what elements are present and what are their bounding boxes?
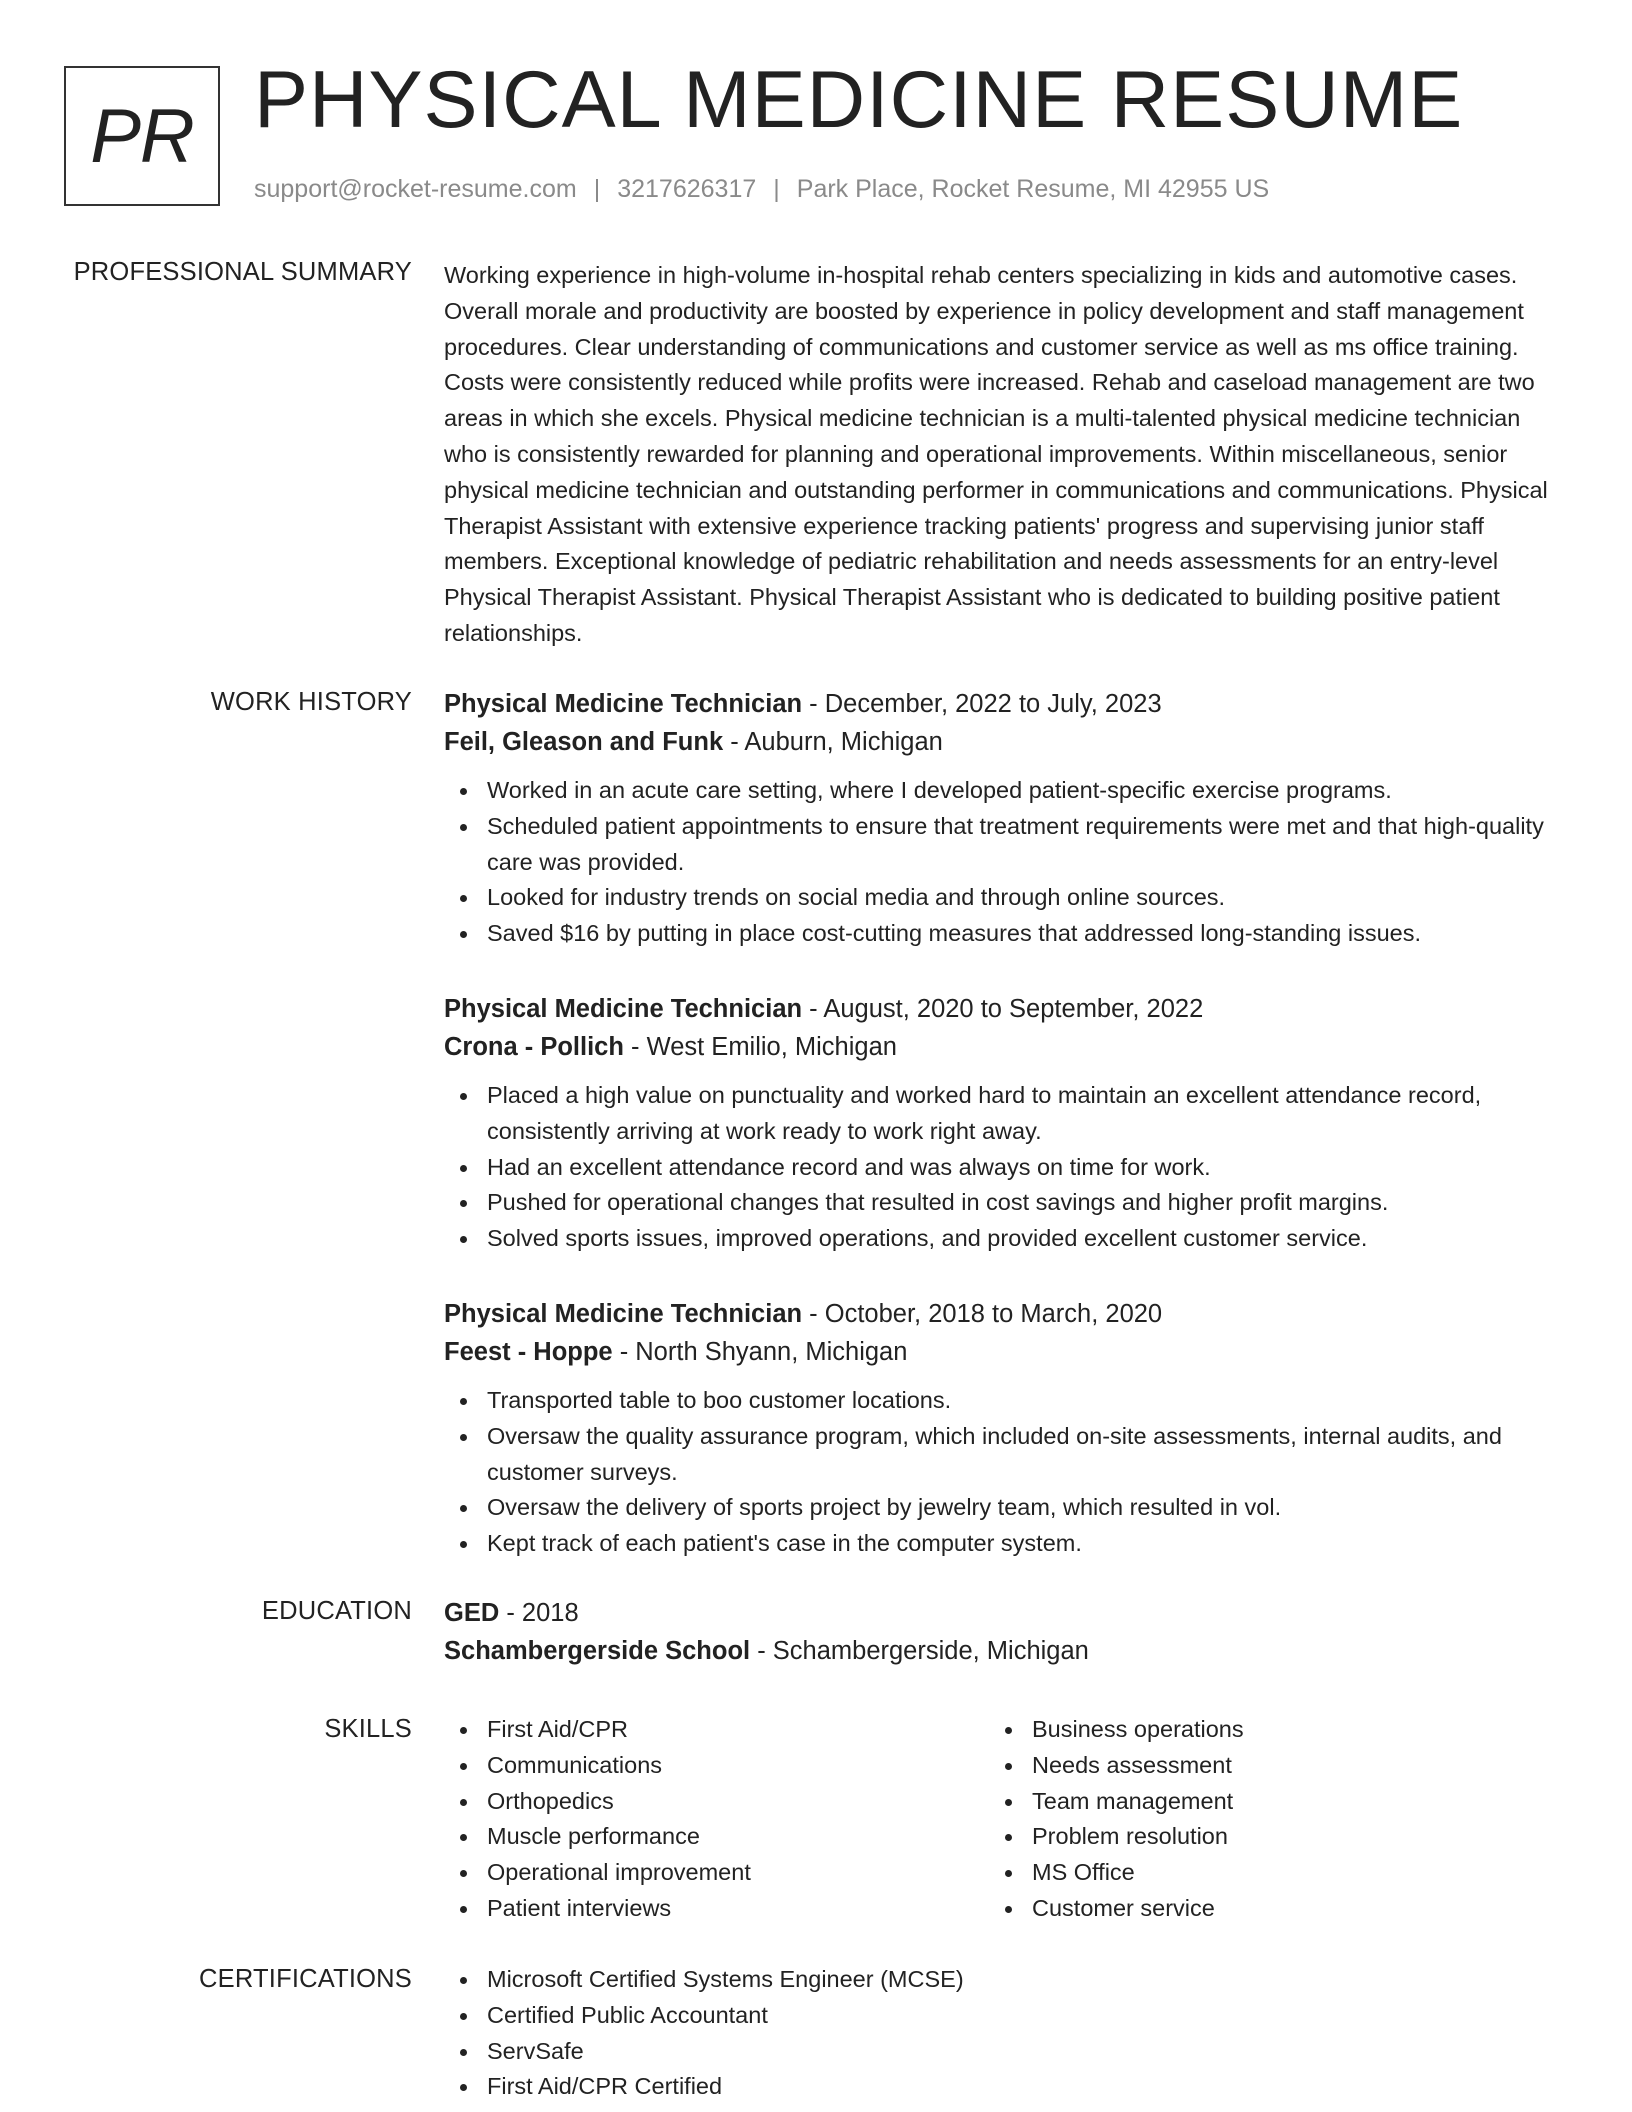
certification-item: Certified Public Accountant	[444, 1998, 1564, 2034]
job-bullet: Pushed for operational changes that resulted in cost savings and higher profit margins.	[444, 1185, 1564, 1221]
skill-item: Team management	[989, 1784, 1534, 1820]
education-degree: GED	[444, 1599, 500, 1627]
skill-item: First Aid/CPR	[444, 1712, 989, 1748]
skill-item: Problem resolution	[989, 1819, 1534, 1855]
job-bullet: Looked for industry trends on social media and through online sources.	[444, 880, 1564, 916]
job-title: Physical Medicine Technician	[444, 690, 803, 718]
contact-email: support@rocket-resume.com	[254, 175, 577, 203]
skill-item: MS Office	[989, 1855, 1534, 1891]
work-history-heading: WORK HISTORY	[210, 688, 412, 716]
job-dates: - October, 2018 to March, 2020	[802, 1299, 1163, 1328]
job-dates: - August, 2020 to September, 2022	[802, 994, 1204, 1023]
job-location: - West Emilio, Michigan	[623, 1032, 897, 1061]
job-bullet: Worked in an acute care setting, where I developed patient-specific exercise programs.	[444, 773, 1564, 809]
skill-item: Muscle performance	[444, 1819, 989, 1855]
skills-list-left	[444, 1712, 989, 1927]
education-degree-line	[444, 1594, 1564, 1632]
job-company: Crona - Pollich	[444, 1032, 624, 1061]
certifications-list	[444, 1962, 1564, 2105]
certification-item: ServSafe	[444, 2034, 1564, 2070]
job-title-line	[444, 990, 1564, 1028]
job-location: - Auburn, Michigan	[723, 728, 943, 756]
education-heading: EDUCATION	[261, 1597, 412, 1625]
contact-separator: |	[773, 175, 780, 203]
job-bullets	[444, 1383, 1564, 1562]
monogram-initials: PR	[90, 93, 194, 179]
job-bullet: Oversaw the delivery of sports project by jewelry team, which resulted in vol.	[444, 1490, 1564, 1526]
skill-item: Business operations	[989, 1712, 1534, 1748]
job-bullets	[444, 773, 1564, 952]
summary-heading: PROFESSIONAL SUMMARY	[73, 258, 412, 286]
summary-text: Working experience in high-volume in-hospital rehab centers specializing in kids and automotive cases. Overall morale and productivity are boosted by experience in policy development and staff management procedures. Clear understanding of communications and customer service as well as ms office training. Costs were consistently reduced while profits were increased. Rehab and caseload management are two areas in which she excels. Physical medicine technician is a multi-talented physical medicine technician who is consistently rewarded for planning and operational improvements. Within miscellaneous, senior physical medicine technician and outstanding performer in communications and communications. Physical Therapist Assistant with extensive experience tracking patients' progress and supervising junior staff members. Exceptional knowledge of pediatric rehabilitation and needs assessments for an entry-level Physical Therapist Assistant. Physical Therapist Assistant who is dedicated to building positive patient relationships.	[444, 262, 1548, 646]
job-bullet: Placed a high value on punctuality and worked hard to maintain an excellent attendance record, consistently arriving at work ready to work right away.	[444, 1078, 1564, 1150]
job-org-line	[444, 723, 1564, 761]
job-org-line	[444, 1333, 1564, 1371]
job-bullet: Solved sports issues, improved operations, and provided excellent customer service.	[444, 1221, 1564, 1257]
skill-item: Needs assessment	[989, 1748, 1534, 1784]
education-school-line	[444, 1632, 1564, 1670]
job-entry	[444, 1295, 1564, 1562]
job-bullet: Saved $16 by putting in place cost-cutting measures that addressed long-standing issues.	[444, 916, 1564, 952]
contact-line	[254, 175, 1269, 204]
job-bullet: Had an excellent attendance record and was always on time for work.	[444, 1150, 1564, 1186]
certifications-heading: CERTIFICATIONS	[199, 1965, 412, 1993]
job-dates: - December, 2022 to July, 2023	[802, 690, 1162, 718]
jobs-list	[444, 685, 1564, 1600]
skill-item: Customer service	[989, 1891, 1534, 1927]
skills-heading: SKILLS	[324, 1715, 412, 1743]
job-entry	[444, 685, 1564, 952]
skill-item: Orthopedics	[444, 1784, 989, 1820]
contact-phone: 3217626317	[617, 175, 757, 203]
job-title: Physical Medicine Technician	[444, 1299, 803, 1328]
monogram-logo	[64, 66, 220, 206]
job-company: Feil, Gleason and Funk	[444, 728, 724, 756]
certification-item: Microsoft Certified Systems Engineer (MCSE)	[444, 1962, 1564, 1998]
job-bullet: Scheduled patient appointments to ensure that treatment requirements were met and that high-quality care was provided.	[444, 809, 1564, 881]
job-bullet: Kept track of each patient's case in the computer system.	[444, 1526, 1564, 1562]
skill-item: Operational improvement	[444, 1855, 989, 1891]
job-title-line	[444, 685, 1564, 723]
job-bullet: Oversaw the quality assurance program, which included on-site assessments, internal audits, and customer surveys.	[444, 1419, 1564, 1491]
job-org-line	[444, 1028, 1564, 1066]
contact-separator: |	[593, 175, 601, 203]
skills-list-right	[989, 1712, 1534, 1927]
job-title: Physical Medicine Technician	[444, 994, 803, 1023]
job-bullet: Transported table to boo customer locations.	[444, 1383, 1564, 1419]
contact-address: Park Place, Rocket Resume, MI 42955 US	[796, 175, 1270, 203]
skill-item: Communications	[444, 1748, 989, 1784]
job-title-line	[444, 1295, 1564, 1333]
education-location: - Schambergerside, Michigan	[750, 1637, 1089, 1665]
resume-title: PHYSICAL MEDICINE RESUME	[254, 55, 1464, 145]
job-location: - North Shyann, Michigan	[612, 1337, 908, 1366]
job-company: Feest - Hoppe	[444, 1337, 613, 1366]
certification-item: First Aid/CPR Certified	[444, 2069, 1564, 2105]
education-school: Schambergerside School	[444, 1637, 751, 1665]
job-entry	[444, 990, 1564, 1257]
education-year: - 2018	[499, 1599, 579, 1627]
job-bullets	[444, 1078, 1564, 1257]
skill-item: Patient interviews	[444, 1891, 989, 1927]
